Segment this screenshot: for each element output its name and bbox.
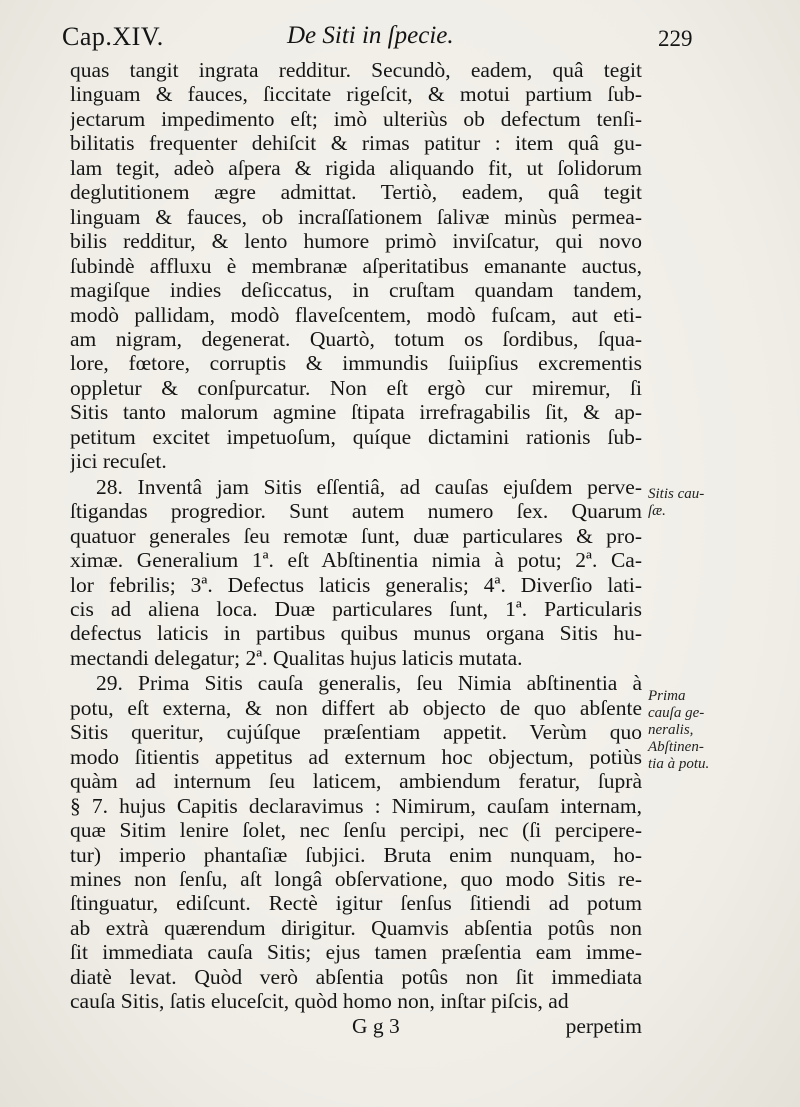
text-line: jici recuſet. <box>70 449 167 474</box>
text-line: linguam & fauces, ſiccitate rigeſcit, & motui partium ſub- <box>70 82 642 107</box>
text-line: ſubindè affluxu è membranæ aſperitatibus emanante auctus, <box>70 253 642 278</box>
text-line: § 7. hujus Capitis declaravimus : Nimirum, cauſam internam, <box>70 793 642 818</box>
text-line: bilitatis frequenter dehiſcit & rimas patitur : item quâ gu- <box>70 131 642 156</box>
text-line: ximæ. Generalium 1ª. eſt Abſtinentia nimia à potu; 2ª. Ca- <box>70 548 642 573</box>
text-line: quas tangit ingrata redditur. Secundò, eadem, quâ tegit <box>70 58 642 82</box>
signature-mark: G g 3 <box>352 1013 400 1038</box>
page-footer <box>70 1014 642 1040</box>
text-line: petitum excitet impetuoſum, quíque dictamini rationis ſub- <box>70 424 642 449</box>
text-line: quatuor generales ſeu remotæ ſunt, duæ particulares & pro- <box>70 523 642 548</box>
chapter-label: Cap.XIV. <box>62 22 164 51</box>
margin-note-line: tia à potu. <box>648 756 710 772</box>
text-line: potu, eſt externa, & non differt ab objecto de quo abſente <box>70 695 642 720</box>
margin-note-line: neralis, <box>648 722 694 738</box>
margin-note-line: Sitis cau- <box>648 486 705 502</box>
text-line: quàm ad internum ſeu laticem, ambiendum feratur, ſuprà <box>70 769 642 794</box>
text-line: jectarum impedimento eſt; imò ulteriùs ob defectum tenſi- <box>70 106 642 131</box>
text-line: cauſa Sitis, ſatis eluceſcit, quòd homo non, inſtar piſcis, ad <box>70 989 569 1014</box>
margin-note-causes <box>648 486 704 520</box>
text-line: tur) imperio phantaſiæ ſubjici. Bruta enim nunquam, ho- <box>70 842 642 867</box>
body-text <box>70 58 642 1040</box>
margin-note-line: Abſtinen- <box>648 739 704 755</box>
text-line: defectus laticis in partibus quibus munus organa Sitis hu- <box>70 621 642 646</box>
text-line: Sitis tanto malorum agmine ſtipata irrefragabilis ſit, & ap- <box>70 400 642 425</box>
text-line: ſtigandas progredior. Sunt autem numero ſex. Quarum <box>70 499 642 524</box>
running-title: De Siti in ſpecie. <box>287 22 454 49</box>
text-line: mines non ſenſu, aſt longâ obſervatione, quo modo Sitis re- <box>70 866 642 891</box>
text-line: ſtinguatur, ediſcunt. Rectè igitur ſenſus ſitiendi ad potum <box>70 891 642 916</box>
text-line: bilis redditur, & lento humore primò inviſcatur, qui novo <box>70 229 642 254</box>
text-line: deglutitionem ægre admittat. Tertiò, eadem, quâ tegit <box>70 180 642 205</box>
text-line: cis ad aliena loca. Duæ particulares ſunt, 1ª. Particularis <box>70 596 642 621</box>
text-line: oppletur & conſpurcatur. Non eſt ergò cur miremur, ſi <box>70 375 642 400</box>
text-line: am nigram, degenerat. Quartò, totum os ſordibus, ſqua- <box>70 326 642 351</box>
text-line: diatè levat. Quòd verò abſentia potûs non ſit immediata <box>70 964 642 989</box>
text-line: lore, fœtore, corruptis & immundis ſuiipſius excrementis <box>70 351 642 376</box>
text-line: ſit immediata cauſa Sitis; ejus tamen præſentia eam imme- <box>70 940 642 965</box>
page-number: 229 <box>658 26 693 51</box>
text-line: 28. Inventâ jam Sitis eſſentiâ, ad cauſas ejuſdem perve- <box>96 474 642 499</box>
text-line: modò pallidam, modò flaveſcentem, modò fuſcam, aut eti- <box>70 302 642 327</box>
text-line: lor febrilis; 3ª. Defectus laticis generalis; 4ª. Diverſio lati- <box>70 572 642 597</box>
running-head <box>62 20 712 60</box>
catchword: perpetim <box>565 1013 642 1038</box>
text-line: modo ſitientis appetitus ad externum hoc objectum, potiùs <box>70 744 642 769</box>
text-line: lam tegit, adeò aſpera & rigida aliquando fit, ut ſolidorum <box>70 155 642 180</box>
text-line: Sitis queritur, cujúſque præſentiam appetit. Verùm quo <box>70 720 642 745</box>
text-line: magiſque indies deſiccatus, in cruſtam quandam tandem, <box>70 278 642 303</box>
margin-note-line: ſæ. <box>648 503 666 519</box>
text-line: ab extrà quærendum dirigitur. Quamvis abſentia potûs non <box>70 915 642 940</box>
text-line: quæ Sitim lenire ſolet, nec ſenſu percipi, nec (ſi percipere- <box>70 818 642 843</box>
text-line: linguam & fauces, ob incraſſationem ſalivæ minùs permea- <box>70 204 642 229</box>
margin-note-first-cause <box>648 688 709 773</box>
text-line: mectandi delegatur; 2ª. Qualitas hujus laticis mutata. <box>70 645 523 670</box>
text-line: 29. Prima Sitis cauſa generalis, ſeu Nimia abſtinentia à <box>96 671 642 696</box>
margin-note-line: cauſa ge- <box>648 705 705 721</box>
margin-note-line: Prima <box>648 688 686 704</box>
